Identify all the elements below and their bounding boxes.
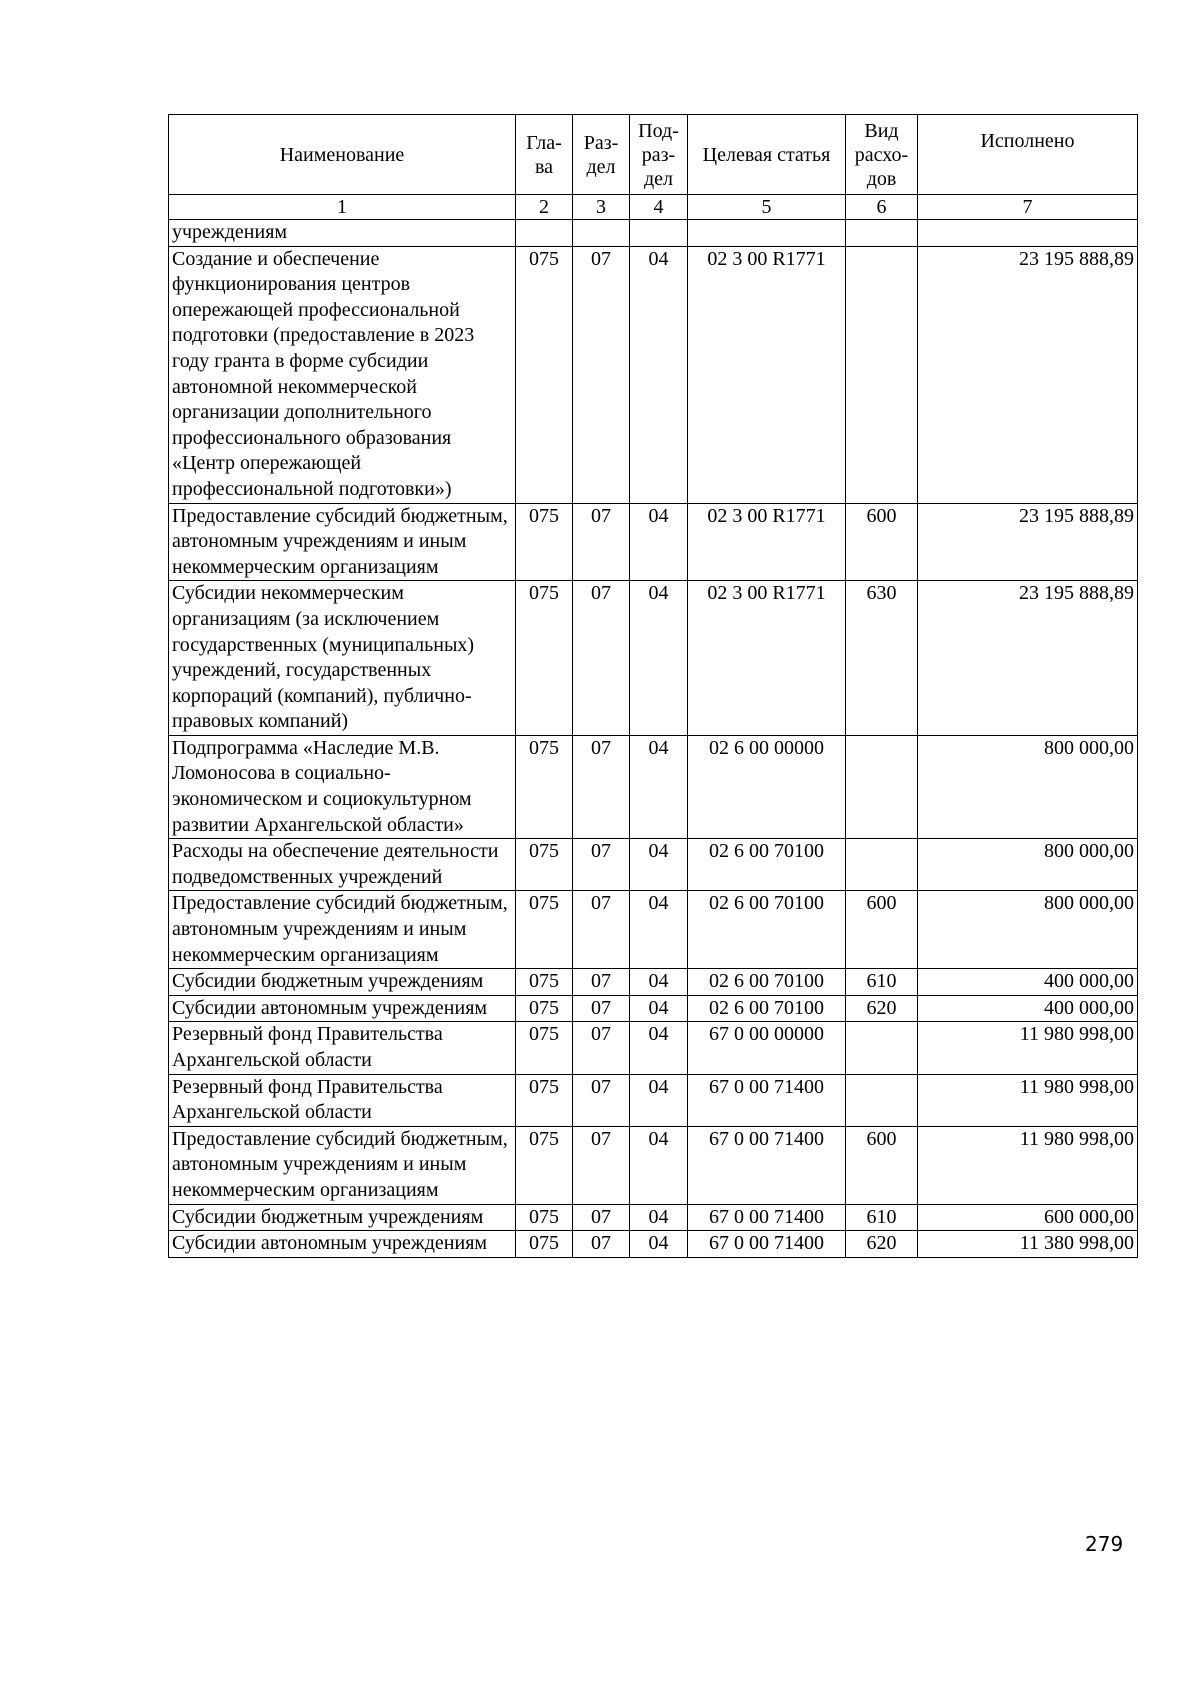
row-name-cell: Предоставление субсидий бюджетным, автономным учреждениям и иным некоммерческим организациям (169, 503, 516, 581)
header-executed: Исполнено (918, 115, 1138, 195)
table-row (169, 839, 1138, 891)
header-target-article: Целевая статья (688, 115, 846, 195)
row-name-cell: Субсидии некоммерческим организациям (за исключением государственных (муниципальных) учреждений, государственных корпораций (компаний), публично-правовых компаний) (169, 581, 516, 736)
row-subsection-cell: 04 (630, 969, 688, 996)
row-name-cell: Резервный фонд Правительства Архангельской области (169, 1074, 516, 1126)
column-number: 5 (688, 195, 846, 220)
row-chapter-cell: 075 (516, 891, 573, 969)
row-chapter-cell: 075 (516, 1074, 573, 1126)
row-target-article-cell: 67 0 00 71400 (688, 1231, 846, 1258)
row-name-cell: Предоставление субсидий бюджетным, автономным учреждениям и иным некоммерческим организациям (169, 891, 516, 969)
row-subsection-cell: 04 (630, 1074, 688, 1126)
row-section-cell: 07 (573, 1204, 630, 1231)
table-row (169, 503, 1138, 581)
row-target-article-cell: 67 0 00 00000 (688, 1022, 846, 1074)
row-subsection-cell: 04 (630, 735, 688, 838)
header-name: Наименование (169, 115, 516, 195)
row-executed-cell: 11 980 998,00 (918, 1022, 1138, 1074)
table-row (169, 995, 1138, 1022)
row-section-cell: 07 (573, 1126, 630, 1204)
table-row (169, 581, 1138, 736)
row-subsection-cell: 04 (630, 1022, 688, 1074)
row-name-cell: учреждениям (169, 220, 516, 247)
row-executed-cell: 23 195 888,89 (918, 246, 1138, 503)
row-chapter-cell: 075 (516, 503, 573, 581)
row-target-article-cell: 02 6 00 70100 (688, 891, 846, 969)
row-expense-type-cell: 610 (846, 969, 918, 996)
row-name-cell: Резервный фонд Правительства Архангельской области (169, 1022, 516, 1074)
row-target-article-cell: 02 6 00 70100 (688, 839, 846, 891)
row-section-cell: 07 (573, 1231, 630, 1258)
column-number: 7 (918, 195, 1138, 220)
row-target-article-cell: 67 0 00 71400 (688, 1126, 846, 1204)
row-section-cell: 07 (573, 891, 630, 969)
row-target-article-cell: 02 6 00 00000 (688, 735, 846, 838)
row-expense-type-cell: 620 (846, 995, 918, 1022)
row-chapter-cell: 075 (516, 1231, 573, 1258)
table-row (169, 1204, 1138, 1231)
row-expense-type-cell (846, 220, 918, 247)
table-row (169, 220, 1138, 247)
row-chapter-cell: 075 (516, 969, 573, 996)
row-target-article-cell: 67 0 00 71400 (688, 1204, 846, 1231)
column-number: 1 (169, 195, 516, 220)
row-target-article-cell (688, 220, 846, 247)
row-section-cell: 07 (573, 1074, 630, 1126)
row-chapter-cell: 075 (516, 1022, 573, 1074)
row-executed-cell: 11 380 998,00 (918, 1231, 1138, 1258)
header-expense-type: Вид расхо- дов (846, 115, 918, 195)
row-expense-type-cell: 610 (846, 1204, 918, 1231)
row-expense-type-cell (846, 735, 918, 838)
row-subsection-cell: 04 (630, 891, 688, 969)
row-section-cell: 07 (573, 995, 630, 1022)
row-executed-cell: 23 195 888,89 (918, 581, 1138, 736)
row-target-article-cell: 02 3 00 R1771 (688, 581, 846, 736)
row-section-cell: 07 (573, 839, 630, 891)
row-name-cell: Субсидии бюджетным учреждениям (169, 969, 516, 996)
row-subsection-cell: 04 (630, 1204, 688, 1231)
header-row (169, 115, 1138, 195)
row-executed-cell: 800 000,00 (918, 735, 1138, 838)
row-expense-type-cell: 620 (846, 1231, 918, 1258)
table-row (169, 246, 1138, 503)
row-chapter-cell: 075 (516, 1204, 573, 1231)
row-section-cell: 07 (573, 246, 630, 503)
header-chapter: Гла- ва (516, 115, 573, 195)
row-subsection-cell: 04 (630, 246, 688, 503)
row-subsection-cell: 04 (630, 995, 688, 1022)
header-subsection: Под- раз- дел (630, 115, 688, 195)
budget-table (168, 114, 1138, 1258)
table-row (169, 1126, 1138, 1204)
column-number: 4 (630, 195, 688, 220)
row-executed-cell: 600 000,00 (918, 1204, 1138, 1231)
row-executed-cell (918, 220, 1138, 247)
row-subsection-cell: 04 (630, 1231, 688, 1258)
row-expense-type-cell (846, 246, 918, 503)
table-row (169, 1231, 1138, 1258)
row-executed-cell: 11 980 998,00 (918, 1074, 1138, 1126)
row-expense-type-cell: 600 (846, 891, 918, 969)
row-executed-cell: 400 000,00 (918, 969, 1138, 996)
column-number: 2 (516, 195, 573, 220)
row-name-cell: Расходы на обеспечение деятельности подведомственных учреждений (169, 839, 516, 891)
header-section: Раз- дел (573, 115, 630, 195)
row-subsection-cell: 04 (630, 839, 688, 891)
row-chapter-cell: 075 (516, 995, 573, 1022)
row-subsection-cell: 04 (630, 581, 688, 736)
row-subsection-cell (630, 220, 688, 247)
row-section-cell: 07 (573, 581, 630, 736)
row-target-article-cell: 02 3 00 R1771 (688, 246, 846, 503)
row-chapter-cell: 075 (516, 1126, 573, 1204)
row-section-cell: 07 (573, 735, 630, 838)
row-expense-type-cell: 630 (846, 581, 918, 736)
row-executed-cell: 23 195 888,89 (918, 503, 1138, 581)
row-target-article-cell: 02 3 00 R1771 (688, 503, 846, 581)
table-row (169, 735, 1138, 838)
row-name-cell: Субсидии бюджетным учреждениям (169, 1204, 516, 1231)
row-expense-type-cell (846, 1074, 918, 1126)
page-number: 279 (1085, 1532, 1124, 1556)
column-numbers-row (169, 195, 1138, 220)
row-target-article-cell: 02 6 00 70100 (688, 995, 846, 1022)
row-chapter-cell: 075 (516, 581, 573, 736)
row-executed-cell: 800 000,00 (918, 891, 1138, 969)
row-section-cell: 07 (573, 1022, 630, 1074)
row-name-cell: Субсидии автономным учреждениям (169, 1231, 516, 1258)
table-row (169, 1074, 1138, 1126)
table-row (169, 1022, 1138, 1074)
row-expense-type-cell (846, 1022, 918, 1074)
row-chapter-cell: 075 (516, 839, 573, 891)
row-name-cell: Создание и обеспечение функционирования центров опережающей профессиональной подготовки (предоставление в 2023 году гранта в форме субсидии автономной некоммерческой организации дополнительного профессионального образования «Центр опережающей профессиональной подготовки») (169, 246, 516, 503)
row-section-cell: 07 (573, 969, 630, 996)
table-row (169, 969, 1138, 996)
row-subsection-cell: 04 (630, 1126, 688, 1204)
table-row (169, 891, 1138, 969)
row-section-cell: 07 (573, 503, 630, 581)
row-executed-cell: 400 000,00 (918, 995, 1138, 1022)
row-expense-type-cell (846, 839, 918, 891)
row-subsection-cell: 04 (630, 503, 688, 581)
row-chapter-cell: 075 (516, 246, 573, 503)
row-name-cell: Предоставление субсидий бюджетным, автономным учреждениям и иным некоммерческим организациям (169, 1126, 516, 1204)
column-number: 6 (846, 195, 918, 220)
row-section-cell (573, 220, 630, 247)
column-number: 3 (573, 195, 630, 220)
row-chapter-cell: 075 (516, 735, 573, 838)
row-name-cell: Субсидии автономным учреждениям (169, 995, 516, 1022)
table-body (169, 220, 1138, 1258)
row-name-cell: Подпрограмма «Наследие М.В. Ломоносова в социально-экономическом и социокультурном развитии Архангельской области» (169, 735, 516, 838)
row-executed-cell: 11 980 998,00 (918, 1126, 1138, 1204)
row-expense-type-cell: 600 (846, 503, 918, 581)
row-target-article-cell: 67 0 00 71400 (688, 1074, 846, 1126)
row-chapter-cell (516, 220, 573, 247)
row-expense-type-cell: 600 (846, 1126, 918, 1204)
row-target-article-cell: 02 6 00 70100 (688, 969, 846, 996)
row-executed-cell: 800 000,00 (918, 839, 1138, 891)
